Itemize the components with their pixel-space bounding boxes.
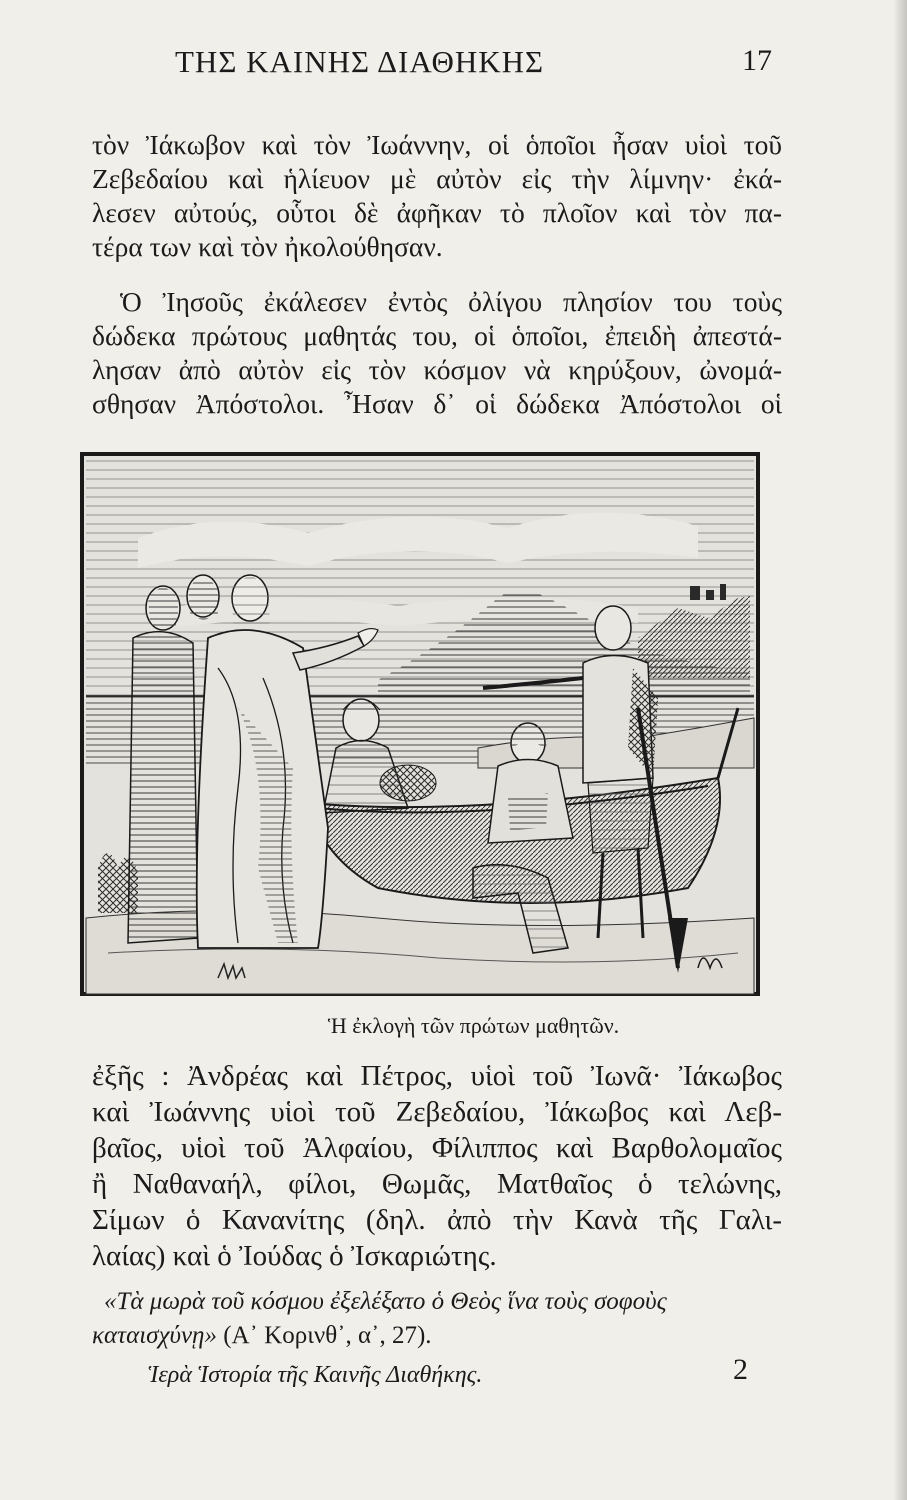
text-line: τὸν Ἰάκωβον καὶ τὸν Ἰωάννην, οἱ ὁποῖοι ἦσαν υἱοὶ τοῦ (92, 129, 782, 160)
quote-line-2-text: καταισχύνῃ» (92, 1322, 217, 1349)
text-line: Ζεβεδαίου καὶ ἡλίευον μὲ αὐτὸν εἰς τὴν λίμνην· ἐκά- (92, 163, 782, 194)
footer-book-title: Ἱερὰ Ἱστορία τῆς Καινῆς Διαθήκης. (148, 1362, 483, 1388)
engraving-illustration (78, 448, 762, 998)
paragraph-3-apostles-list (92, 1058, 782, 1274)
scripture-quote (92, 1285, 792, 1353)
text-line: ἢ Ναθαναήλ, φίλοι, Θωμᾶς, Ματθαῖος ὁ τελώνης, (92, 1168, 782, 1200)
signature-number: 2 (733, 1353, 748, 1386)
text-line: Ὁ Ἰησοῦς ἐκάλεσεν ἐντὸς ὀλίγου πλησίον του τοὺς (120, 286, 782, 317)
paragraph-1 (92, 128, 782, 264)
text-line: σθησαν Ἀπόστολοι. Ἦσαν δ᾽ οἱ δώδεκα Ἀπόστολοι οἱ (92, 388, 782, 419)
text-line: λαίας) καὶ ὁ Ἰούδας ὁ Ἰσκαριώτης. (92, 1240, 497, 1272)
illustration-caption (0, 1013, 907, 1039)
text-line: τέρα των καὶ τὸν ἠκολούθησαν. (92, 231, 443, 262)
text-line: βαῖος, υἱοὶ τοῦ Ἀλφαίου, Φίλιππος καὶ Βαρθολομαῖος (92, 1132, 782, 1164)
text-line: ἐξῆς : Ἀνδρέας καὶ Πέτρος, υἱοὶ τοῦ Ἰωνᾶ· Ἰάκωβος (92, 1060, 782, 1092)
page-edge-shadow (893, 0, 907, 1500)
text-line: λεσεν αὐτούς, οὗτοι δὲ ἀφῆκαν τὸ πλοῖον καὶ τὸν πα- (92, 197, 782, 228)
text-line: Σίμων ὁ Κανανίτης (δηλ. ἀπὸ τὴν Κανὰ τῆς Γαλι- (92, 1204, 782, 1236)
quote-reference: (Α᾽ Κορινθ᾽, α᾽, 27). (216, 1322, 432, 1349)
running-title: ΤΗΣ ΚΑΙΝΗΣ ΔΙΑΘΗΚΗΣ (175, 44, 545, 79)
text-line: καὶ Ἰωάννης υἱοὶ τοῦ Ζεβεδαίου, Ἰάκωβος καὶ Λεβ- (92, 1096, 782, 1128)
caption-text: Ἡ ἐκλογὴ τῶν πρώτων μαθητῶν. (327, 1013, 620, 1038)
text-line: λησαν ἀπὸ αὐτὸν εἰς τὸν κόσμον νὰ κηρύξουν, ὠνομά- (92, 354, 782, 385)
text-line: δώδεκα πρώτους μαθητάς του, οἱ ὁποῖοι, ἐπειδὴ ἀπεστά- (92, 320, 782, 351)
paragraph-2 (92, 285, 782, 421)
quote-line-1: «Τὰ μωρὰ τοῦ κόσμου ἐξελέξατο ὁ Θεὸς ἵνα τοὺς σοφοὺς (104, 1288, 667, 1315)
quote-line-2 (92, 1319, 792, 1353)
page-number: 17 (742, 44, 772, 77)
